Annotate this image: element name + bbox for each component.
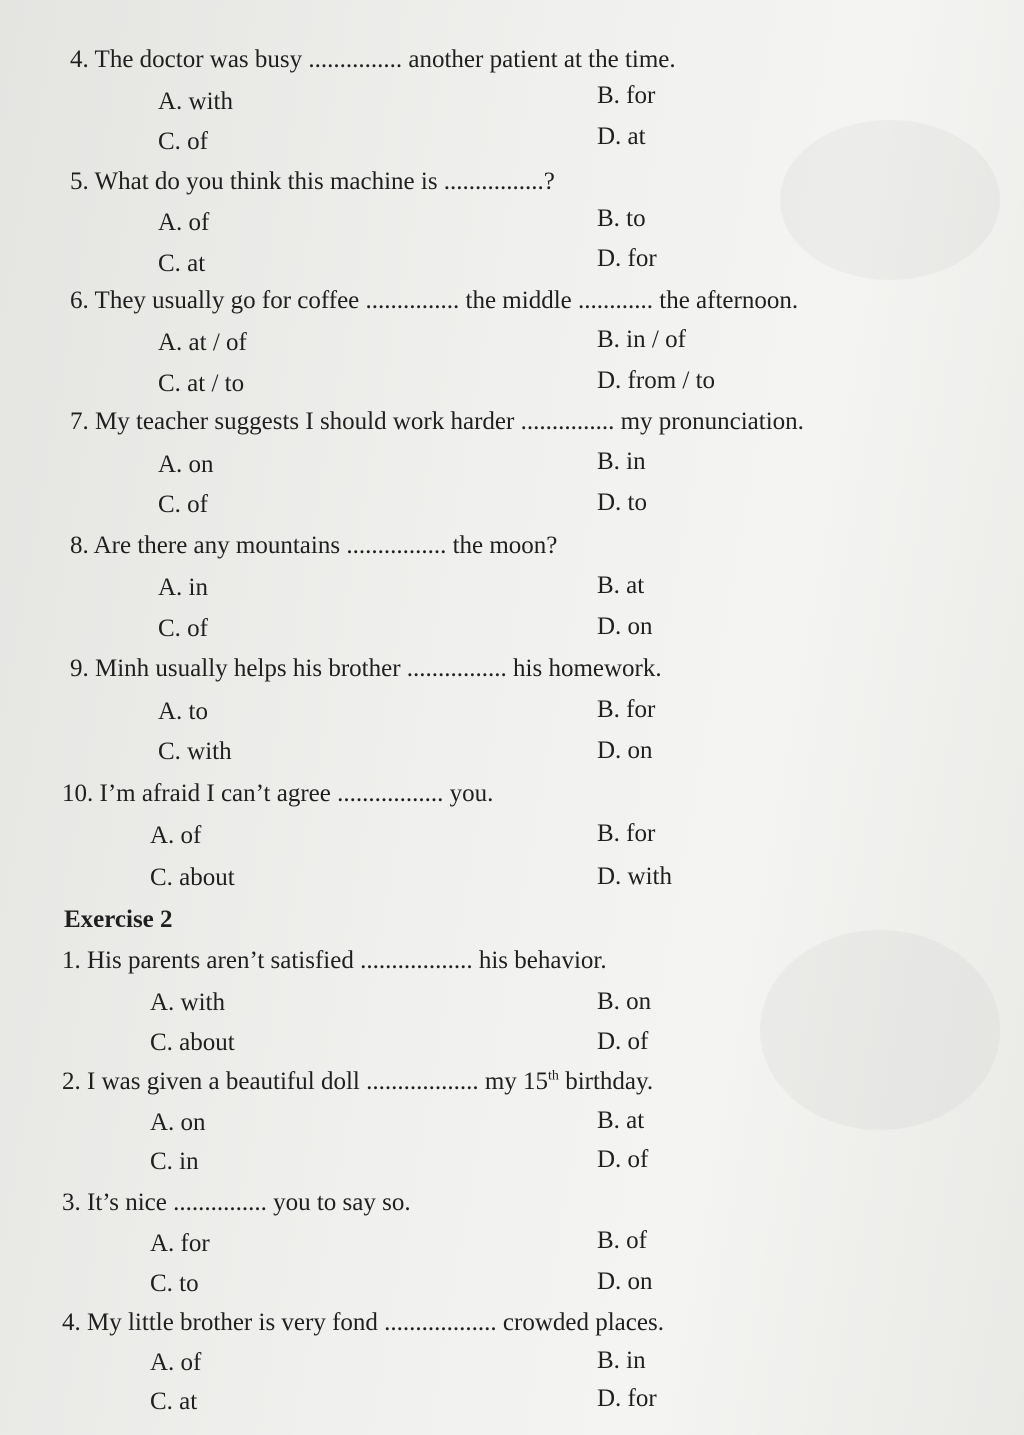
option-c: C. of xyxy=(158,491,208,518)
option-c: C. about xyxy=(150,864,235,891)
option-b: B. at xyxy=(597,1107,645,1134)
question-7: 7. My teacher suggests I should work harder ............... my pronunciation. xyxy=(70,408,804,435)
option-d: D. for xyxy=(597,245,657,272)
question-4: 4. The doctor was busy ............... another patient at the time. xyxy=(70,46,676,73)
option-a: A. for xyxy=(150,1230,210,1257)
option-a: A. on xyxy=(158,451,214,478)
option-c: C. at xyxy=(150,1388,198,1415)
option-c: C. about xyxy=(150,1029,235,1056)
question-6: 6. They usually go for coffee ............... the middle ............ the afternoon. xyxy=(70,287,799,314)
question-text: 2. I was given a beautiful doll .................. my 15 xyxy=(62,1068,549,1095)
option-b: B. in xyxy=(597,448,646,475)
option-b: B. at xyxy=(597,572,645,599)
option-d: D. with xyxy=(597,863,672,890)
option-a: A. in xyxy=(158,574,208,601)
option-d: D. for xyxy=(597,1385,657,1412)
option-a: A. of xyxy=(150,1349,202,1376)
ordinal-suffix: th xyxy=(548,1068,559,1084)
ex2-question-2 xyxy=(62,1066,653,1098)
option-c: C. to xyxy=(150,1270,199,1297)
question-8: 8. Are there any mountains ................ the moon? xyxy=(70,532,558,559)
ex2-question-1: 1. His parents aren’t satisfied .................. his behavior. xyxy=(62,947,607,974)
paper-smudge xyxy=(780,120,1000,280)
option-c: C. at xyxy=(158,250,206,277)
ex2-question-3: 3. It’s nice ............... you to say so. xyxy=(62,1189,411,1216)
option-a: A. of xyxy=(150,822,202,849)
paper-smudge xyxy=(760,930,1000,1130)
option-b: B. of xyxy=(597,1227,647,1254)
option-a: A. with xyxy=(150,989,225,1016)
option-b: B. for xyxy=(597,820,656,847)
option-a: A. of xyxy=(158,209,210,236)
option-c: C. in xyxy=(150,1148,199,1175)
question-5: 5. What do you think this machine is ................? xyxy=(70,168,555,195)
question-text-end: birthday. xyxy=(558,1068,654,1095)
ex2-question-4: 4. My little brother is very fond .................. crowded places. xyxy=(62,1309,664,1336)
option-a: A. on xyxy=(150,1109,206,1136)
option-d: D. from / to xyxy=(597,367,716,394)
option-b: B. on xyxy=(597,988,652,1015)
option-c: C. with xyxy=(158,738,232,765)
option-b: B. in xyxy=(597,1347,646,1374)
option-b: B. in / of xyxy=(597,326,686,353)
option-b: B. for xyxy=(597,82,656,109)
option-b: B. for xyxy=(597,696,656,723)
option-a: A. with xyxy=(158,88,233,115)
option-d: D. of xyxy=(597,1146,649,1173)
exercise-2-heading: Exercise 2 xyxy=(64,906,173,933)
option-c: C. at / to xyxy=(158,370,245,397)
option-d: D. on xyxy=(597,613,653,640)
option-a: A. at / of xyxy=(158,329,247,356)
option-d: D. on xyxy=(597,1268,653,1295)
option-a: A. to xyxy=(158,698,208,725)
question-9: 9. Minh usually helps his brother ................ his homework. xyxy=(70,655,662,682)
option-c: C. of xyxy=(158,615,208,642)
option-d: D. of xyxy=(597,1028,649,1055)
option-b: B. to xyxy=(597,205,646,232)
option-d: D. at xyxy=(597,123,646,150)
question-10: 10. I’m afraid I can’t agree ................. you. xyxy=(62,780,494,807)
option-d: D. on xyxy=(597,737,653,764)
option-c: C. of xyxy=(158,128,208,155)
option-d: D. to xyxy=(597,489,647,516)
